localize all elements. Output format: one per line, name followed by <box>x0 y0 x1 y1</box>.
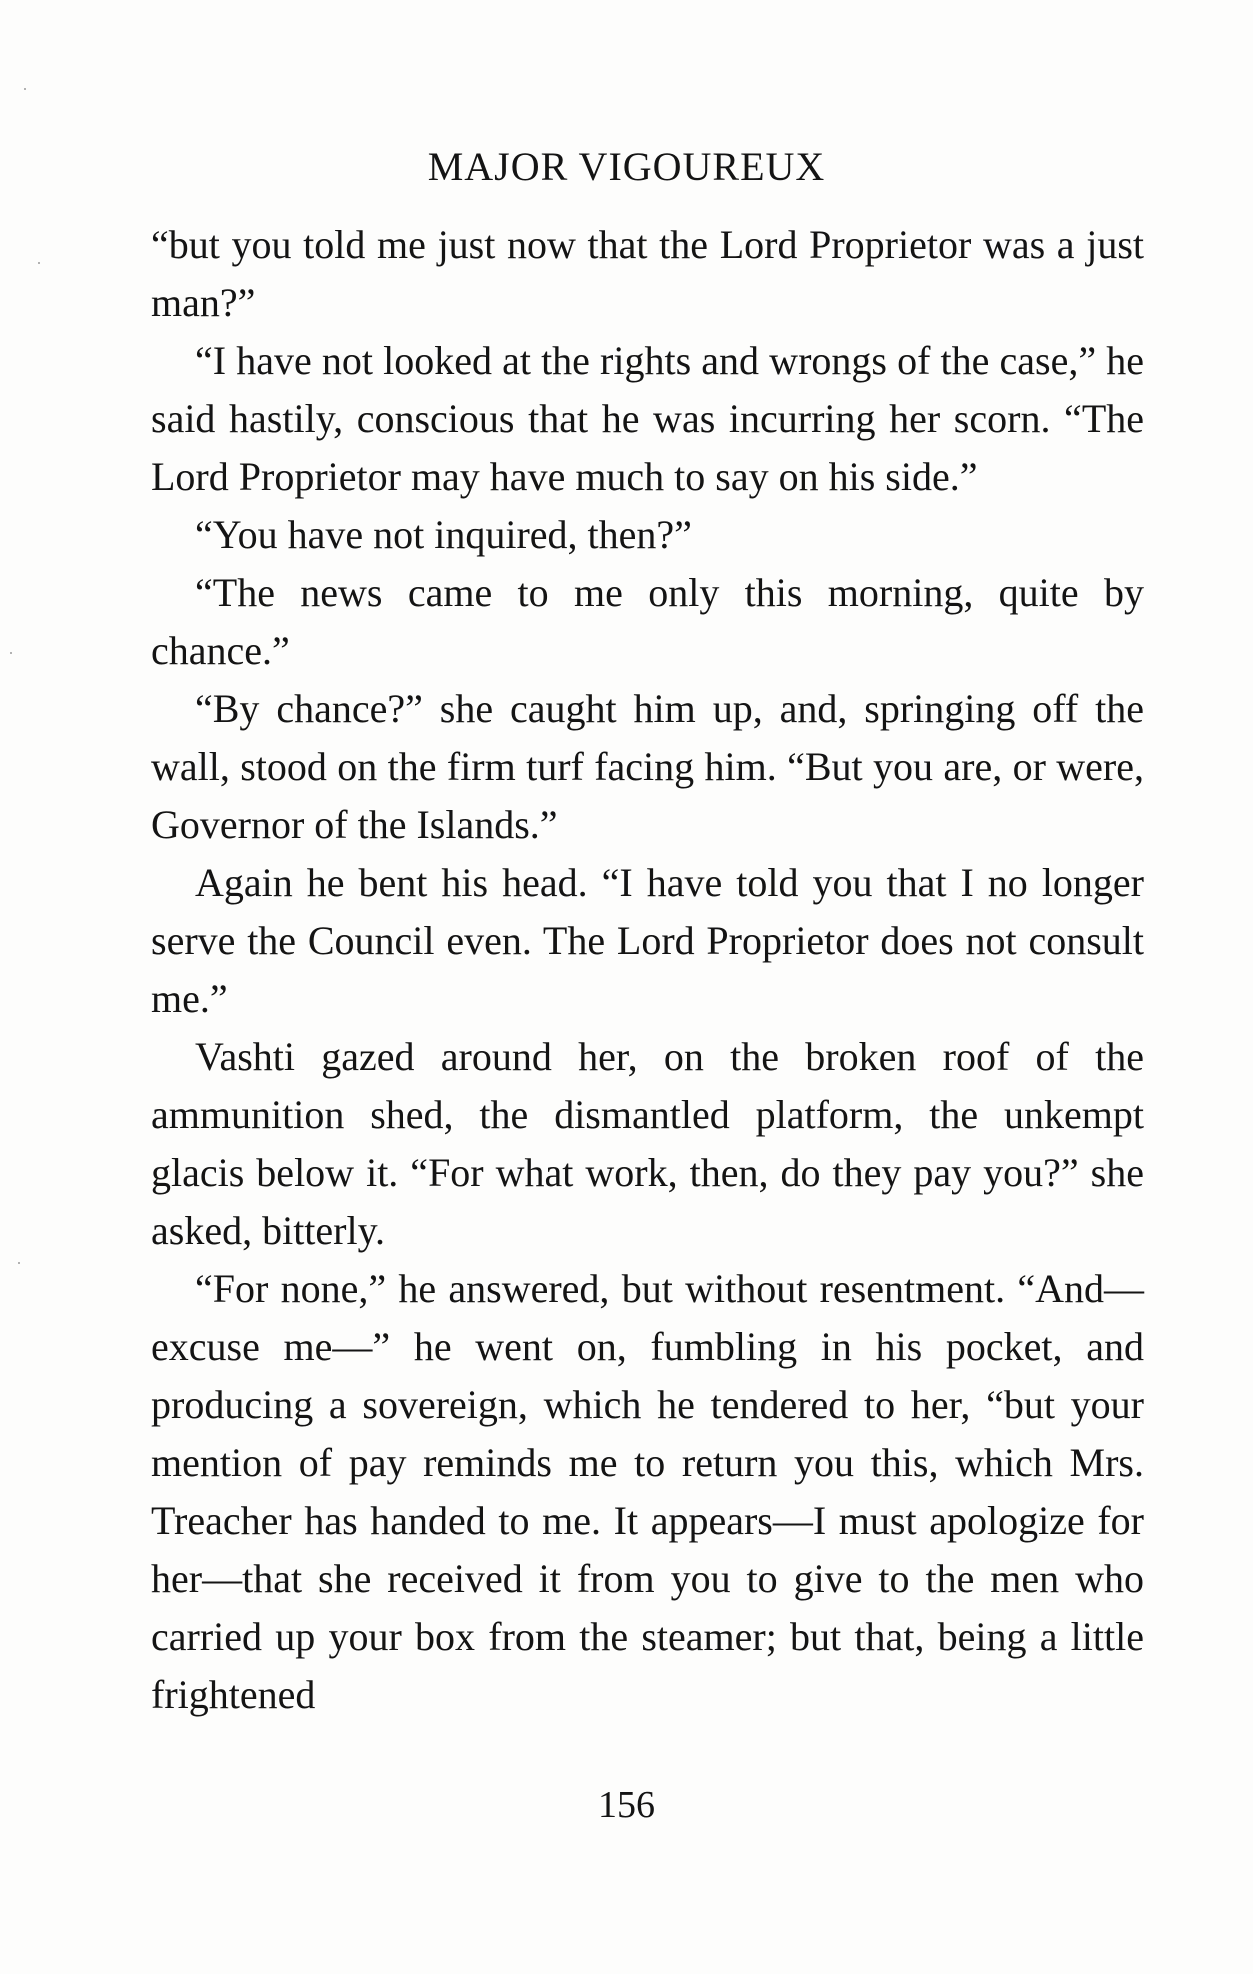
running-head: MAJOR VIGOUREUX <box>427 144 826 189</box>
page-number: 156 <box>598 1784 655 1826</box>
paragraph: “You have not inquired, then?” <box>195 512 692 557</box>
paragraph: Again he bent his head. “I have told you that I no longer serve the Council even. The Lord Proprietor does not consult me.” <box>151 860 1144 1021</box>
paper-speck <box>10 652 12 654</box>
paragraph: Vashti gazed around her, on the broken roof of the ammunition shed, the dismantled platform, the unkempt glacis below it. “For what work, then, do they pay you?” she asked, bitterly. <box>151 1034 1144 1253</box>
paper-speck <box>18 1262 20 1264</box>
paragraph: “but you told me just now that the Lord Proprietor was a just man?” <box>151 222 1144 325</box>
body-text <box>151 216 1144 1724</box>
paper-speck <box>38 262 40 264</box>
paragraph: “For none,” he answered, but without resentment. “And—excuse me—” he went on, fumbling in his pocket, and producing a sovereign, which he tendered to her, “but your mention of pay reminds me to return you this, which Mrs. Treacher has handed to me. It appears—I must apologize for her—that she received it from you to give to the men who carried up your box from the steamer; but that, being a little frightened <box>151 1266 1144 1717</box>
paper-speck <box>24 88 26 90</box>
paragraph: “The news came to me only this morning, quite by chance.” <box>151 570 1144 673</box>
paragraph: “I have not looked at the rights and wrongs of the case,” he said hastily, conscious that he was incurring her scorn. “The Lord Proprietor may have much to say on his side.” <box>151 338 1144 499</box>
paragraph: “By chance?” she caught him up, and, springing off the wall, stood on the firm turf facing him. “But you are, or were, Governor of the Islands.” <box>151 686 1144 847</box>
